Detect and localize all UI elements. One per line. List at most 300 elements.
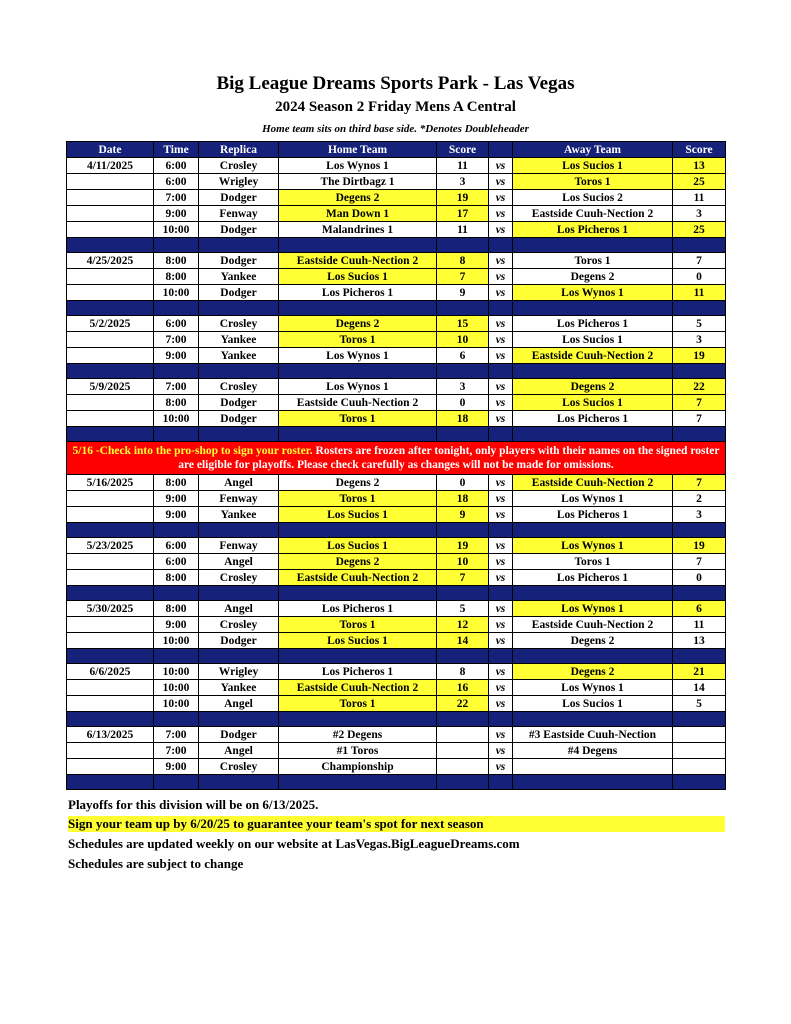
game-date: 5/23/2025	[67, 538, 154, 554]
separator-cell	[489, 649, 513, 664]
home-score: 17	[437, 206, 489, 222]
game-time: 10:00	[154, 633, 199, 649]
away-team: Los Sucios 1	[513, 158, 673, 174]
game-date	[67, 617, 154, 633]
game-time: 8:00	[154, 570, 199, 586]
col-header-home-score: Score	[437, 142, 489, 158]
away-score: 0	[673, 269, 726, 285]
game-time: 8:00	[154, 253, 199, 269]
game-date	[67, 348, 154, 364]
separator-cell	[437, 649, 489, 664]
away-score: 3	[673, 507, 726, 523]
separator-cell	[513, 523, 673, 538]
separator-cell	[437, 301, 489, 316]
signup-note: Sign your team up by 6/20/25 to guarantee your team's spot for next season	[68, 816, 725, 832]
separator-cell	[279, 364, 437, 379]
game-time: 9:00	[154, 348, 199, 364]
home-team: Los Sucios 1	[279, 507, 437, 523]
game-date	[67, 285, 154, 301]
separator-cell	[513, 301, 673, 316]
table-row	[67, 633, 726, 649]
separator-cell	[154, 775, 199, 790]
away-team: Los Picheros 1	[513, 570, 673, 586]
game-field: Crosley	[199, 158, 279, 174]
week-separator-row	[67, 775, 726, 790]
away-score: 22	[673, 379, 726, 395]
away-team: Toros 1	[513, 554, 673, 570]
home-score: 8	[437, 664, 489, 680]
home-team: Malandrines 1	[279, 222, 437, 238]
game-time: 7:00	[154, 190, 199, 206]
away-score	[673, 759, 726, 775]
table-header-row	[67, 142, 726, 158]
separator-cell	[154, 364, 199, 379]
separator-cell	[154, 649, 199, 664]
game-field: Crosley	[199, 570, 279, 586]
home-team: Toros 1	[279, 332, 437, 348]
home-score: 12	[437, 617, 489, 633]
game-date	[67, 269, 154, 285]
table-row	[67, 253, 726, 269]
vs-label: vs	[489, 158, 513, 174]
home-team: Los Wynos 1	[279, 379, 437, 395]
home-score: 9	[437, 507, 489, 523]
home-score: 14	[437, 633, 489, 649]
game-field: Dodger	[199, 727, 279, 743]
game-time: 8:00	[154, 475, 199, 491]
game-time: 10:00	[154, 285, 199, 301]
home-score: 0	[437, 395, 489, 411]
home-team: Los Wynos 1	[279, 348, 437, 364]
home-team: The Dirtbagz 1	[279, 174, 437, 190]
col-header-away-team: Away Team	[513, 142, 673, 158]
separator-cell	[673, 586, 726, 601]
home-score: 7	[437, 269, 489, 285]
game-date: 4/11/2025	[67, 158, 154, 174]
game-date	[67, 696, 154, 712]
game-field: Dodger	[199, 190, 279, 206]
home-score	[437, 759, 489, 775]
separator-cell	[513, 775, 673, 790]
game-field: Angel	[199, 696, 279, 712]
away-team: Los Sucios 2	[513, 190, 673, 206]
separator-cell	[67, 775, 154, 790]
roster-notice-row	[67, 442, 726, 475]
away-score	[673, 743, 726, 759]
separator-cell	[154, 523, 199, 538]
separator-cell	[154, 427, 199, 442]
game-time: 6:00	[154, 174, 199, 190]
separator-cell	[673, 238, 726, 253]
game-field: Angel	[199, 601, 279, 617]
game-date: 6/13/2025	[67, 727, 154, 743]
separator-cell	[513, 712, 673, 727]
away-team: #3 Eastside Cuuh-Nection	[513, 727, 673, 743]
away-score: 5	[673, 696, 726, 712]
game-time: 9:00	[154, 507, 199, 523]
game-date: 5/9/2025	[67, 379, 154, 395]
game-time: 6:00	[154, 316, 199, 332]
game-field: Crosley	[199, 316, 279, 332]
table-row	[67, 759, 726, 775]
vs-label: vs	[489, 601, 513, 617]
away-score: 19	[673, 538, 726, 554]
separator-cell	[437, 364, 489, 379]
vs-label: vs	[489, 411, 513, 427]
separator-cell	[513, 649, 673, 664]
away-team	[513, 759, 673, 775]
home-score: 10	[437, 554, 489, 570]
game-field: Dodger	[199, 285, 279, 301]
away-score: 25	[673, 222, 726, 238]
separator-cell	[673, 301, 726, 316]
game-time: 6:00	[154, 554, 199, 570]
separator-cell	[67, 238, 154, 253]
game-field: Angel	[199, 743, 279, 759]
away-score: 3	[673, 206, 726, 222]
subject-to-change-note: Schedules are subject to change	[68, 856, 244, 871]
game-field: Wrigley	[199, 664, 279, 680]
home-team: Los Wynos 1	[279, 158, 437, 174]
table-row	[67, 696, 726, 712]
game-time: 9:00	[154, 491, 199, 507]
separator-cell	[437, 238, 489, 253]
away-score: 7	[673, 395, 726, 411]
table-row	[67, 554, 726, 570]
home-score: 3	[437, 174, 489, 190]
game-time: 6:00	[154, 158, 199, 174]
game-time: 6:00	[154, 538, 199, 554]
vs-label: vs	[489, 174, 513, 190]
table-row	[67, 743, 726, 759]
home-team: Eastside Cuuh-Nection 2	[279, 570, 437, 586]
home-score: 18	[437, 491, 489, 507]
vs-label: vs	[489, 491, 513, 507]
week-separator-row	[67, 586, 726, 601]
vs-label: vs	[489, 664, 513, 680]
home-team: Degens 2	[279, 316, 437, 332]
game-time: 8:00	[154, 269, 199, 285]
away-score: 13	[673, 158, 726, 174]
home-team: Toros 1	[279, 411, 437, 427]
game-field: Dodger	[199, 633, 279, 649]
home-score: 11	[437, 158, 489, 174]
game-field: Dodger	[199, 253, 279, 269]
separator-cell	[199, 586, 279, 601]
week-separator-row	[67, 427, 726, 442]
week-separator-row	[67, 712, 726, 727]
col-header-home-team: Home Team	[279, 142, 437, 158]
separator-cell	[279, 238, 437, 253]
home-team: Los Picheros 1	[279, 664, 437, 680]
home-team: Championship	[279, 759, 437, 775]
col-header-time: Time	[154, 142, 199, 158]
vs-label: vs	[489, 554, 513, 570]
vs-label: vs	[489, 395, 513, 411]
table-row	[67, 664, 726, 680]
away-team: Eastside Cuuh-Nection 2	[513, 475, 673, 491]
home-team: Los Sucios 1	[279, 538, 437, 554]
vs-label: vs	[489, 570, 513, 586]
separator-cell	[279, 586, 437, 601]
game-field: Fenway	[199, 538, 279, 554]
table-row	[67, 206, 726, 222]
separator-cell	[154, 301, 199, 316]
away-team: Los Picheros 1	[513, 222, 673, 238]
home-team: Toros 1	[279, 617, 437, 633]
game-field: Crosley	[199, 617, 279, 633]
game-date	[67, 395, 154, 411]
table-row	[67, 379, 726, 395]
home-score: 0	[437, 475, 489, 491]
away-team: Los Wynos 1	[513, 680, 673, 696]
table-row	[67, 285, 726, 301]
game-date: 5/2/2025	[67, 316, 154, 332]
home-team: Los Picheros 1	[279, 285, 437, 301]
vs-label: vs	[489, 253, 513, 269]
separator-cell	[199, 712, 279, 727]
home-score: 18	[437, 411, 489, 427]
col-header-away-score: Score	[673, 142, 726, 158]
separator-cell	[67, 649, 154, 664]
separator-cell	[199, 427, 279, 442]
separator-cell	[513, 586, 673, 601]
vs-label: vs	[489, 269, 513, 285]
game-time: 9:00	[154, 206, 199, 222]
away-score: 0	[673, 570, 726, 586]
separator-cell	[437, 427, 489, 442]
page-subtitle: 2024 Season 2 Friday Mens A Central	[275, 99, 516, 115]
home-score	[437, 727, 489, 743]
separator-cell	[199, 775, 279, 790]
game-date	[67, 759, 154, 775]
game-field: Yankee	[199, 507, 279, 523]
game-field: Wrigley	[199, 174, 279, 190]
separator-cell	[199, 523, 279, 538]
game-field: Yankee	[199, 680, 279, 696]
away-score: 13	[673, 633, 726, 649]
game-date	[67, 491, 154, 507]
col-header-vs	[489, 142, 513, 158]
home-team: Eastside Cuuh-Nection 2	[279, 680, 437, 696]
separator-cell	[199, 238, 279, 253]
table-row	[67, 538, 726, 554]
game-field: Yankee	[199, 269, 279, 285]
table-row	[67, 491, 726, 507]
vs-label: vs	[489, 348, 513, 364]
home-score: 15	[437, 316, 489, 332]
home-score: 19	[437, 190, 489, 206]
week-separator-row	[67, 649, 726, 664]
away-score: 11	[673, 285, 726, 301]
separator-cell	[673, 775, 726, 790]
away-score: 7	[673, 253, 726, 269]
separator-cell	[489, 586, 513, 601]
home-team: Degens 2	[279, 554, 437, 570]
vs-label: vs	[489, 538, 513, 554]
away-score: 11	[673, 617, 726, 633]
separator-cell	[437, 712, 489, 727]
away-team: Degens 2	[513, 379, 673, 395]
col-header-replica: Replica	[199, 142, 279, 158]
home-score: 5	[437, 601, 489, 617]
home-team: Los Sucios 1	[279, 269, 437, 285]
separator-cell	[673, 427, 726, 442]
separator-cell	[437, 586, 489, 601]
home-team: Toros 1	[279, 696, 437, 712]
game-field: Crosley	[199, 759, 279, 775]
home-score: 19	[437, 538, 489, 554]
game-date	[67, 190, 154, 206]
vs-label: vs	[489, 759, 513, 775]
playoffs-note: Playoffs for this division will be on 6/13/2025.	[68, 797, 319, 812]
away-team: Los Sucios 1	[513, 395, 673, 411]
table-row	[67, 601, 726, 617]
home-score: 22	[437, 696, 489, 712]
table-row	[67, 727, 726, 743]
table-row	[67, 158, 726, 174]
website-note: Schedules are updated weekly on our website at LasVegas.BigLeagueDreams.com	[68, 836, 520, 851]
home-team: Eastside Cuuh-Nection 2	[279, 395, 437, 411]
game-time: 9:00	[154, 759, 199, 775]
table-row	[67, 174, 726, 190]
away-team: Los Wynos 1	[513, 285, 673, 301]
game-date	[67, 680, 154, 696]
game-time: 8:00	[154, 601, 199, 617]
separator-cell	[437, 775, 489, 790]
away-team: Los Wynos 1	[513, 601, 673, 617]
away-score	[673, 727, 726, 743]
home-team: Man Down 1	[279, 206, 437, 222]
table-row	[67, 507, 726, 523]
separator-cell	[489, 301, 513, 316]
week-separator-row	[67, 238, 726, 253]
game-field: Fenway	[199, 206, 279, 222]
separator-cell	[513, 427, 673, 442]
game-field: Dodger	[199, 395, 279, 411]
separator-cell	[279, 775, 437, 790]
table-row	[67, 222, 726, 238]
game-date	[67, 411, 154, 427]
away-team: Degens 2	[513, 633, 673, 649]
roster-notice-text: Rosters are frozen after tonight, only players with their names on the signed roster are eligible for playoffs. Please check carefully as changes will not be made for omissions.	[178, 445, 720, 471]
game-date	[67, 570, 154, 586]
game-time: 10:00	[154, 696, 199, 712]
away-score: 19	[673, 348, 726, 364]
vs-label: vs	[489, 680, 513, 696]
away-team: #4 Degens	[513, 743, 673, 759]
vs-label: vs	[489, 696, 513, 712]
game-time: 9:00	[154, 617, 199, 633]
away-score: 7	[673, 411, 726, 427]
away-score: 14	[673, 680, 726, 696]
home-score: 16	[437, 680, 489, 696]
away-team: Los Picheros 1	[513, 316, 673, 332]
col-header-date: Date	[67, 142, 154, 158]
roster-notice	[67, 442, 726, 475]
table-row	[67, 680, 726, 696]
separator-cell	[67, 523, 154, 538]
away-team: Toros 1	[513, 253, 673, 269]
game-time: 10:00	[154, 222, 199, 238]
home-team-note: Home team sits on third base side. *Denotes Doubleheader	[262, 123, 529, 135]
game-field: Yankee	[199, 332, 279, 348]
away-team: Degens 2	[513, 664, 673, 680]
game-field: Yankee	[199, 348, 279, 364]
separator-cell	[673, 523, 726, 538]
game-date: 5/16/2025	[67, 475, 154, 491]
away-score: 21	[673, 664, 726, 680]
home-team: #1 Toros	[279, 743, 437, 759]
separator-cell	[513, 238, 673, 253]
game-date	[67, 554, 154, 570]
table-row	[67, 411, 726, 427]
away-team: Los Wynos 1	[513, 538, 673, 554]
away-team: Los Sucios 1	[513, 696, 673, 712]
away-team: Los Picheros 1	[513, 411, 673, 427]
separator-cell	[437, 523, 489, 538]
vs-label: vs	[489, 285, 513, 301]
separator-cell	[199, 364, 279, 379]
separator-cell	[154, 586, 199, 601]
game-time: 7:00	[154, 727, 199, 743]
schedule-table	[66, 141, 726, 790]
away-team: Toros 1	[513, 174, 673, 190]
table-row	[67, 348, 726, 364]
home-team: Eastside Cuuh-Nection 2	[279, 253, 437, 269]
game-time: 10:00	[154, 411, 199, 427]
away-score: 2	[673, 491, 726, 507]
schedule-body	[67, 158, 726, 790]
page-title: Big League Dreams Sports Park - Las Vegas	[216, 73, 575, 94]
separator-cell	[489, 427, 513, 442]
roster-notice-lead: 5/16 -Check into the pro-shop to sign your roster.	[72, 445, 313, 457]
separator-cell	[673, 712, 726, 727]
game-time: 7:00	[154, 743, 199, 759]
game-time: 7:00	[154, 379, 199, 395]
game-field: Crosley	[199, 379, 279, 395]
separator-cell	[279, 523, 437, 538]
table-row	[67, 475, 726, 491]
vs-label: vs	[489, 222, 513, 238]
home-score: 9	[437, 285, 489, 301]
vs-label: vs	[489, 206, 513, 222]
game-field: Angel	[199, 475, 279, 491]
vs-label: vs	[489, 727, 513, 743]
game-field: Angel	[199, 554, 279, 570]
home-score: 11	[437, 222, 489, 238]
table-row	[67, 269, 726, 285]
separator-cell	[279, 427, 437, 442]
game-time: 8:00	[154, 395, 199, 411]
vs-label: vs	[489, 617, 513, 633]
vs-label: vs	[489, 332, 513, 348]
game-field: Dodger	[199, 411, 279, 427]
home-score: 6	[437, 348, 489, 364]
away-score: 7	[673, 475, 726, 491]
vs-label: vs	[489, 633, 513, 649]
away-team: Degens 2	[513, 269, 673, 285]
home-score: 3	[437, 379, 489, 395]
separator-cell	[673, 649, 726, 664]
away-team: Los Picheros 1	[513, 507, 673, 523]
separator-cell	[67, 364, 154, 379]
separator-cell	[199, 301, 279, 316]
separator-cell	[489, 775, 513, 790]
separator-cell	[279, 649, 437, 664]
vs-label: vs	[489, 507, 513, 523]
table-row	[67, 617, 726, 633]
